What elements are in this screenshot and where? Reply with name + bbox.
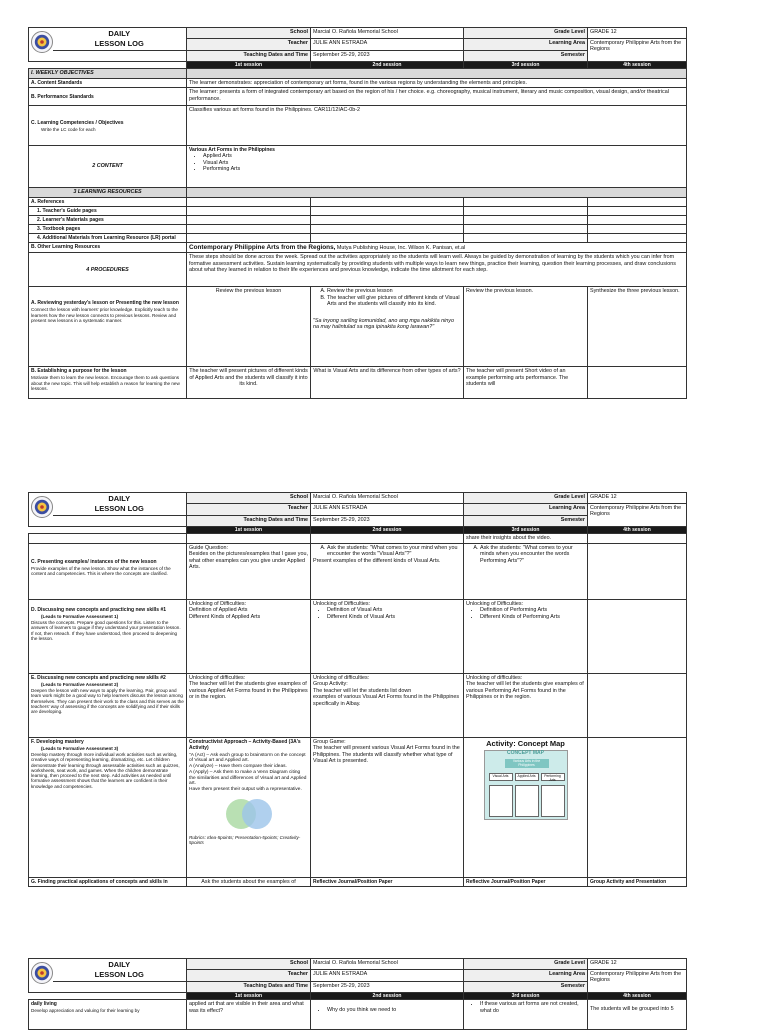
tg-pages-label: 1. Teacher's Guide pages bbox=[29, 206, 187, 215]
procedures-heading: 4 PROCEDURES bbox=[29, 253, 187, 287]
school-value: Marcial O. Rañola Memorial School bbox=[311, 28, 464, 39]
log-title: DAILY LESSON LOG bbox=[53, 959, 187, 982]
row-c-label: C. Presenting examples/ instances of the new lesson bbox=[31, 558, 157, 565]
row-g-s3: Reflective Journal/Position Paper bbox=[464, 877, 588, 886]
semester-label: Semester bbox=[464, 516, 588, 527]
area-value: Contemporary Philippine Arts from the Regions bbox=[588, 970, 687, 993]
session-2-header: 2nd session bbox=[311, 993, 464, 1000]
row-a-quote: "Sa inyong sariling komunidad, ano ang mga nakikita ninyo na may halintulad sa mga ipinakita kong larawan?" bbox=[313, 317, 454, 331]
row-d-s2-head: Unlocking of Difficulties: bbox=[313, 600, 371, 607]
list-item: • Applied Arts bbox=[203, 153, 684, 159]
row-c-s2-tail: Present examples of the different kinds of Visual Arts. bbox=[313, 557, 441, 564]
teacher-value: JULIE ANN ESTRADA bbox=[311, 39, 464, 51]
content-heading: 2 CONTENT bbox=[29, 146, 187, 188]
lr-portal-label: 4. Additional Materials from Learning Resource (LR) portal bbox=[29, 233, 187, 242]
row-b-s2: What is Visual Arts and its difference from other types of arts? bbox=[311, 367, 464, 399]
list-item: • Visual Arts bbox=[203, 160, 684, 166]
row-f-s1-head: Constructivist Approach – Activity-Based (3A's Activity) bbox=[189, 738, 301, 751]
teacher-value: JULIE ANN ESTRADA bbox=[311, 970, 464, 982]
row-f-s2: Group Game: The teacher will present various Visual Art Forms found in the Philippines. The students will classify whether what type of Visual Art is presented. bbox=[311, 737, 464, 877]
session-3-header: 3rd session bbox=[464, 62, 588, 69]
list-item: • Different Kinds of Visual Arts bbox=[327, 614, 461, 620]
list-item: • Different Kinds of Performing Arts bbox=[480, 614, 585, 620]
row-b-s1: The teacher will present pictures of different kinds of Applied Arts and the students will classify it into its kind. bbox=[187, 367, 311, 399]
list-item: A. Ask the students: "What comes to your minds when you encounter the words Performing Arts"?" bbox=[480, 545, 585, 564]
concept-map-diagram bbox=[484, 750, 568, 820]
concept-map-branch: Applied Arts bbox=[515, 773, 539, 781]
concept-map-title: CONCEPT MAP bbox=[507, 749, 544, 756]
dates-value: September 25-29, 2023 bbox=[311, 982, 464, 993]
concept-map-box bbox=[489, 785, 513, 817]
session-2-header: 2nd session bbox=[311, 62, 464, 69]
concept-map-heading: Activity: Concept Map bbox=[486, 738, 565, 748]
log-title: DAILY LESSON LOG bbox=[53, 28, 187, 51]
list-item: • Performing Arts bbox=[203, 166, 684, 172]
row-h-label: daily living bbox=[31, 1001, 57, 1008]
area-value: Contemporary Philippine Arts from the Regions bbox=[588, 39, 687, 62]
lm-pages-label: 2. Learner's Materials pages bbox=[29, 215, 187, 224]
row-d-sub: (Leads to Formative Assessment 1) bbox=[41, 613, 119, 619]
performance-standards-text: The learner: presents a form of integrated contemporary art based on the region of his / her choice. e.g. choreography, musical instrument, literary and music composition, visual design, and/or theatrical performance. bbox=[187, 88, 687, 106]
area-label: Learning Area bbox=[464, 970, 588, 982]
row-d-desc: Discuss the concepts. Prepare good questions for this. Listen to the answers of learners to gauge if they understand your presentation lesson. If not, then reteach. If they have understood, then proceed to deepening the lesson. bbox=[31, 620, 181, 641]
session-4-header: 4th session bbox=[588, 62, 687, 69]
logo-cell bbox=[29, 959, 53, 993]
row-g-s1: Ask the students about the examples of bbox=[187, 877, 311, 886]
row-d-s1: Unlocking of Difficulties: Definition of Applied Arts Different Kinds of Applied Arts bbox=[187, 599, 311, 673]
competencies-text: Classifies various art forms found in the Philippines. CAR11/12IAC-0b-2 bbox=[187, 106, 687, 146]
session-2-header: 2nd session bbox=[311, 527, 464, 534]
row-f-s1-rubric: Rubrics: Idea-5points; Presentation-5points; Creativity-5points bbox=[189, 834, 301, 846]
grade-label: Grade Level bbox=[464, 493, 588, 504]
row-a-s3: Review the previous lesson. bbox=[464, 287, 588, 367]
session-1-header: 1st session bbox=[187, 62, 311, 69]
textbook-pages-label: 3. Textbook pages bbox=[29, 224, 187, 233]
row-c-desc: Provide examples of the new lesson. Show what the instances of the content and competencies. This is where the concepts are clarified. bbox=[31, 565, 171, 577]
teacher-label: Teacher bbox=[187, 504, 311, 516]
page-3 bbox=[0, 958, 768, 1024]
other-resources-title: Contemporary Philippine Arts from the Regions, bbox=[189, 243, 336, 251]
row-f-s1-body: "A (Act) – Ask each group to brainstorm on the concept of Visual art and Applied art. A (Analyze) – Have them compare their ideas. A (Apply) – Ask them to make a Venn Diagram citing the similarities and differences of Visual art and Applied art. Have them present their output with a representative. bbox=[189, 752, 307, 793]
row-e-s1: Unlocking of difficulties: The teacher will let the students give examples of various Applied Art Forms found in the Philippines or in the region. bbox=[187, 673, 311, 737]
competencies-sub: Write the LC code for each bbox=[41, 126, 96, 132]
dates-label: Teaching Dates and Time bbox=[187, 982, 311, 993]
session-4-header: 4th session bbox=[588, 527, 687, 534]
row-g-s2: Reflective Journal/Position Paper bbox=[311, 877, 464, 886]
row-h-s4: The students will be grouped into 5 bbox=[588, 1000, 687, 1030]
row-e-s2: Unlocking of difficulties: Group Activity: The teacher will let the students list down examples of various Visual Art Forms found in the Philippines specifically in Albay. bbox=[311, 673, 464, 737]
session-4-header: 4th session bbox=[588, 993, 687, 1000]
session-3-header: 3rd session bbox=[464, 993, 588, 1000]
row-a-s4: Synthesize the three previous lesson. bbox=[588, 287, 687, 367]
row-b-desc: Motivate them to learn the new lesson. Encourage them to ask questions about the new topic. This will help establish a reason for learning the new lessons. bbox=[31, 375, 180, 391]
weekly-objectives-heading: I. WEEKLY OBJECTIVES bbox=[29, 69, 187, 78]
row-e-label: E. Discussing new concepts and practicing new skills #2 bbox=[31, 674, 166, 681]
row-b-label: B. Establishing a purpose for the lesson bbox=[31, 368, 127, 375]
deped-seal-icon bbox=[31, 962, 53, 984]
area-value: Contemporary Philippine Arts from the Regions bbox=[588, 504, 687, 527]
grade-value: GRADE 12 bbox=[588, 493, 687, 504]
session-3-header: 3rd session bbox=[464, 527, 588, 534]
logo-cell bbox=[29, 493, 53, 527]
teacher-label: Teacher bbox=[187, 39, 311, 51]
other-resources-label: B. Other Learning Resources bbox=[29, 242, 187, 253]
deped-seal-icon bbox=[31, 31, 53, 53]
dates-label: Teaching Dates and Time bbox=[187, 516, 311, 527]
semester-label: Semester bbox=[464, 51, 588, 62]
list-item: • Definition of Visual Arts bbox=[327, 607, 461, 613]
venn-diagram-icon bbox=[219, 797, 279, 831]
row-h-s1: applied art that are visible in their area and what was its effect? bbox=[187, 1000, 311, 1030]
row-c-s1: Guide Question: Besides on the pictures/examples that I gave you, what other examples can you give under Applied Arts. bbox=[187, 543, 311, 599]
row-e-sub: (Leads to Formative Assessment 2) bbox=[41, 681, 119, 687]
lesson-log-table-1 bbox=[28, 27, 687, 399]
school-value: Marcial O. Rañola Memorial School bbox=[311, 493, 464, 504]
row-a-desc: Connect the lesson with learners' prior knowledge. Explicitly teach to the learners how the new lesson connects to previous lessons. Review and present new lessons in a systematic manner. bbox=[31, 307, 178, 323]
references-label: A. References bbox=[29, 197, 187, 206]
row-d-s3-head: Unlocking of Difficulties: bbox=[466, 600, 524, 607]
lesson-log-table-3 bbox=[28, 958, 687, 1030]
content-standards-text: The learner demonstrates: appreciation of contemporary art forms, found in the various regions by understanding the elements and principles. bbox=[187, 78, 687, 87]
list-item: • Definition of Performing Arts bbox=[480, 607, 585, 613]
area-label: Learning Area bbox=[464, 39, 588, 51]
page-1 bbox=[0, 0, 768, 462]
list-item: B. The teacher will give pictures of different kinds of Visual Arts and the students will classify into its kind. bbox=[327, 295, 461, 308]
content-standards-label: A. Content Standards bbox=[29, 78, 187, 87]
list-item: A. Ask the students: "What comes to your mind when you encounter the words "Visual Arts"?" bbox=[327, 545, 461, 558]
other-resources-text: Mutya Publishing House, Inc. Wilson K. Panisan, et.al bbox=[335, 244, 466, 251]
continued-s3: share their insights about the video. bbox=[464, 534, 588, 543]
school-label: School bbox=[187, 493, 311, 504]
row-h-desc: Develop appreciation and valuing for their learning by bbox=[31, 1008, 140, 1014]
dates-label: Teaching Dates and Time bbox=[187, 51, 311, 62]
concept-map-box bbox=[515, 785, 539, 817]
dates-value: September 25-29, 2023 bbox=[311, 51, 464, 62]
list-item: • Why do you think we need to bbox=[327, 1007, 461, 1013]
school-label: School bbox=[187, 959, 311, 970]
row-a-label: A. Reviewing yesterday's lesson or Presenting the new lesson bbox=[31, 300, 179, 307]
page-2 bbox=[0, 492, 768, 944]
procedures-text: These steps should be done across the week. Spread out the activities appropriately so the students will learn well. Always be guided by demonstration of learning by the students which you can infer from formative assessment activities. Sustain learning systematically by providing students with multiple ways to learn new things, practice their learning, question their learning processes, and draw conclusions about what they learned in relation to their life experiences and previous knowledge, indicate the time allotment for each step. bbox=[187, 253, 687, 287]
grade-label: Grade Level bbox=[464, 28, 588, 39]
deped-seal-icon bbox=[31, 496, 53, 518]
concept-map-branch: Visual Arts bbox=[489, 773, 513, 781]
resources-heading: 3 LEARNING RESOURCES bbox=[29, 188, 187, 197]
lesson-log-table-2 bbox=[28, 492, 687, 887]
grade-value: GRADE 12 bbox=[588, 959, 687, 970]
row-d-label: D. Discussing new concepts and practicing new skills #1 bbox=[31, 606, 167, 613]
row-e-desc: Deepen the lesson with new ways to apply the learning. Pair, group and team work might be a good way to help learners discuss the lesson among themselves. They can present their work to the class and this serves as the teachers' way of assessing if the concepts are solidifying and if their skills are developing. bbox=[31, 688, 184, 715]
list-item: A. Review the previous lesson bbox=[327, 288, 461, 294]
row-e-s3: Unlocking of difficulties: The teacher will let the students give examples of various Performing Art Forms found in the Philippines or in the region. bbox=[464, 673, 588, 737]
row-f-desc: Develop mastery through more individual work activities such as writing, creative ways of representing learning, dramatizing, etc. Let children demonstrate their learning through assessable activities such as quizzes, worksheets, seat work, and games. When the children demonstrate learning, then proceed to the next step. Add activities as needed until formative assessment shows that the learners are confident in their knowledge and competencies. bbox=[31, 752, 180, 789]
area-label: Learning Area bbox=[464, 504, 588, 516]
performance-standards-label: B. Performance Standards bbox=[29, 88, 187, 106]
competencies-label: C. Learning Competencies / Objectives bbox=[31, 119, 124, 126]
teacher-value: JULIE ANN ESTRADA bbox=[311, 504, 464, 516]
school-label: School bbox=[187, 28, 311, 39]
concept-map-center: Various Arts in the Philippines bbox=[505, 759, 549, 768]
row-f-sub: (Leads to Formative Assessment 3) bbox=[41, 745, 119, 751]
row-b-s3: The teacher will present Short video of an example performing arts performance. The students will bbox=[464, 367, 588, 399]
row-g-s4: Group Activity and Presentation bbox=[588, 877, 687, 886]
logo-cell bbox=[29, 28, 53, 62]
semester-label: Semester bbox=[464, 982, 588, 993]
concept-map-box bbox=[541, 785, 565, 817]
content-title: Various Art Forms in the Philippines bbox=[189, 147, 275, 154]
grade-label: Grade Level bbox=[464, 959, 588, 970]
log-title: DAILY LESSON LOG bbox=[53, 493, 187, 516]
session-1-header: 1st session bbox=[187, 527, 311, 534]
teacher-label: Teacher bbox=[187, 970, 311, 982]
row-f-label: F. Developing mastery bbox=[31, 738, 84, 745]
dates-value: September 25-29, 2023 bbox=[311, 516, 464, 527]
concept-map-branch: Performing Arts bbox=[541, 773, 565, 781]
grade-value: GRADE 12 bbox=[588, 28, 687, 39]
school-value: Marcial O. Rañola Memorial School bbox=[311, 959, 464, 970]
row-g-label: G. Finding practical applications of concepts and skills in bbox=[29, 877, 187, 886]
session-1-header: 1st session bbox=[187, 993, 311, 1000]
list-item: • If these various art forms are not created, what do bbox=[480, 1001, 585, 1014]
row-a-s1: Review the previous lesson bbox=[187, 287, 311, 367]
